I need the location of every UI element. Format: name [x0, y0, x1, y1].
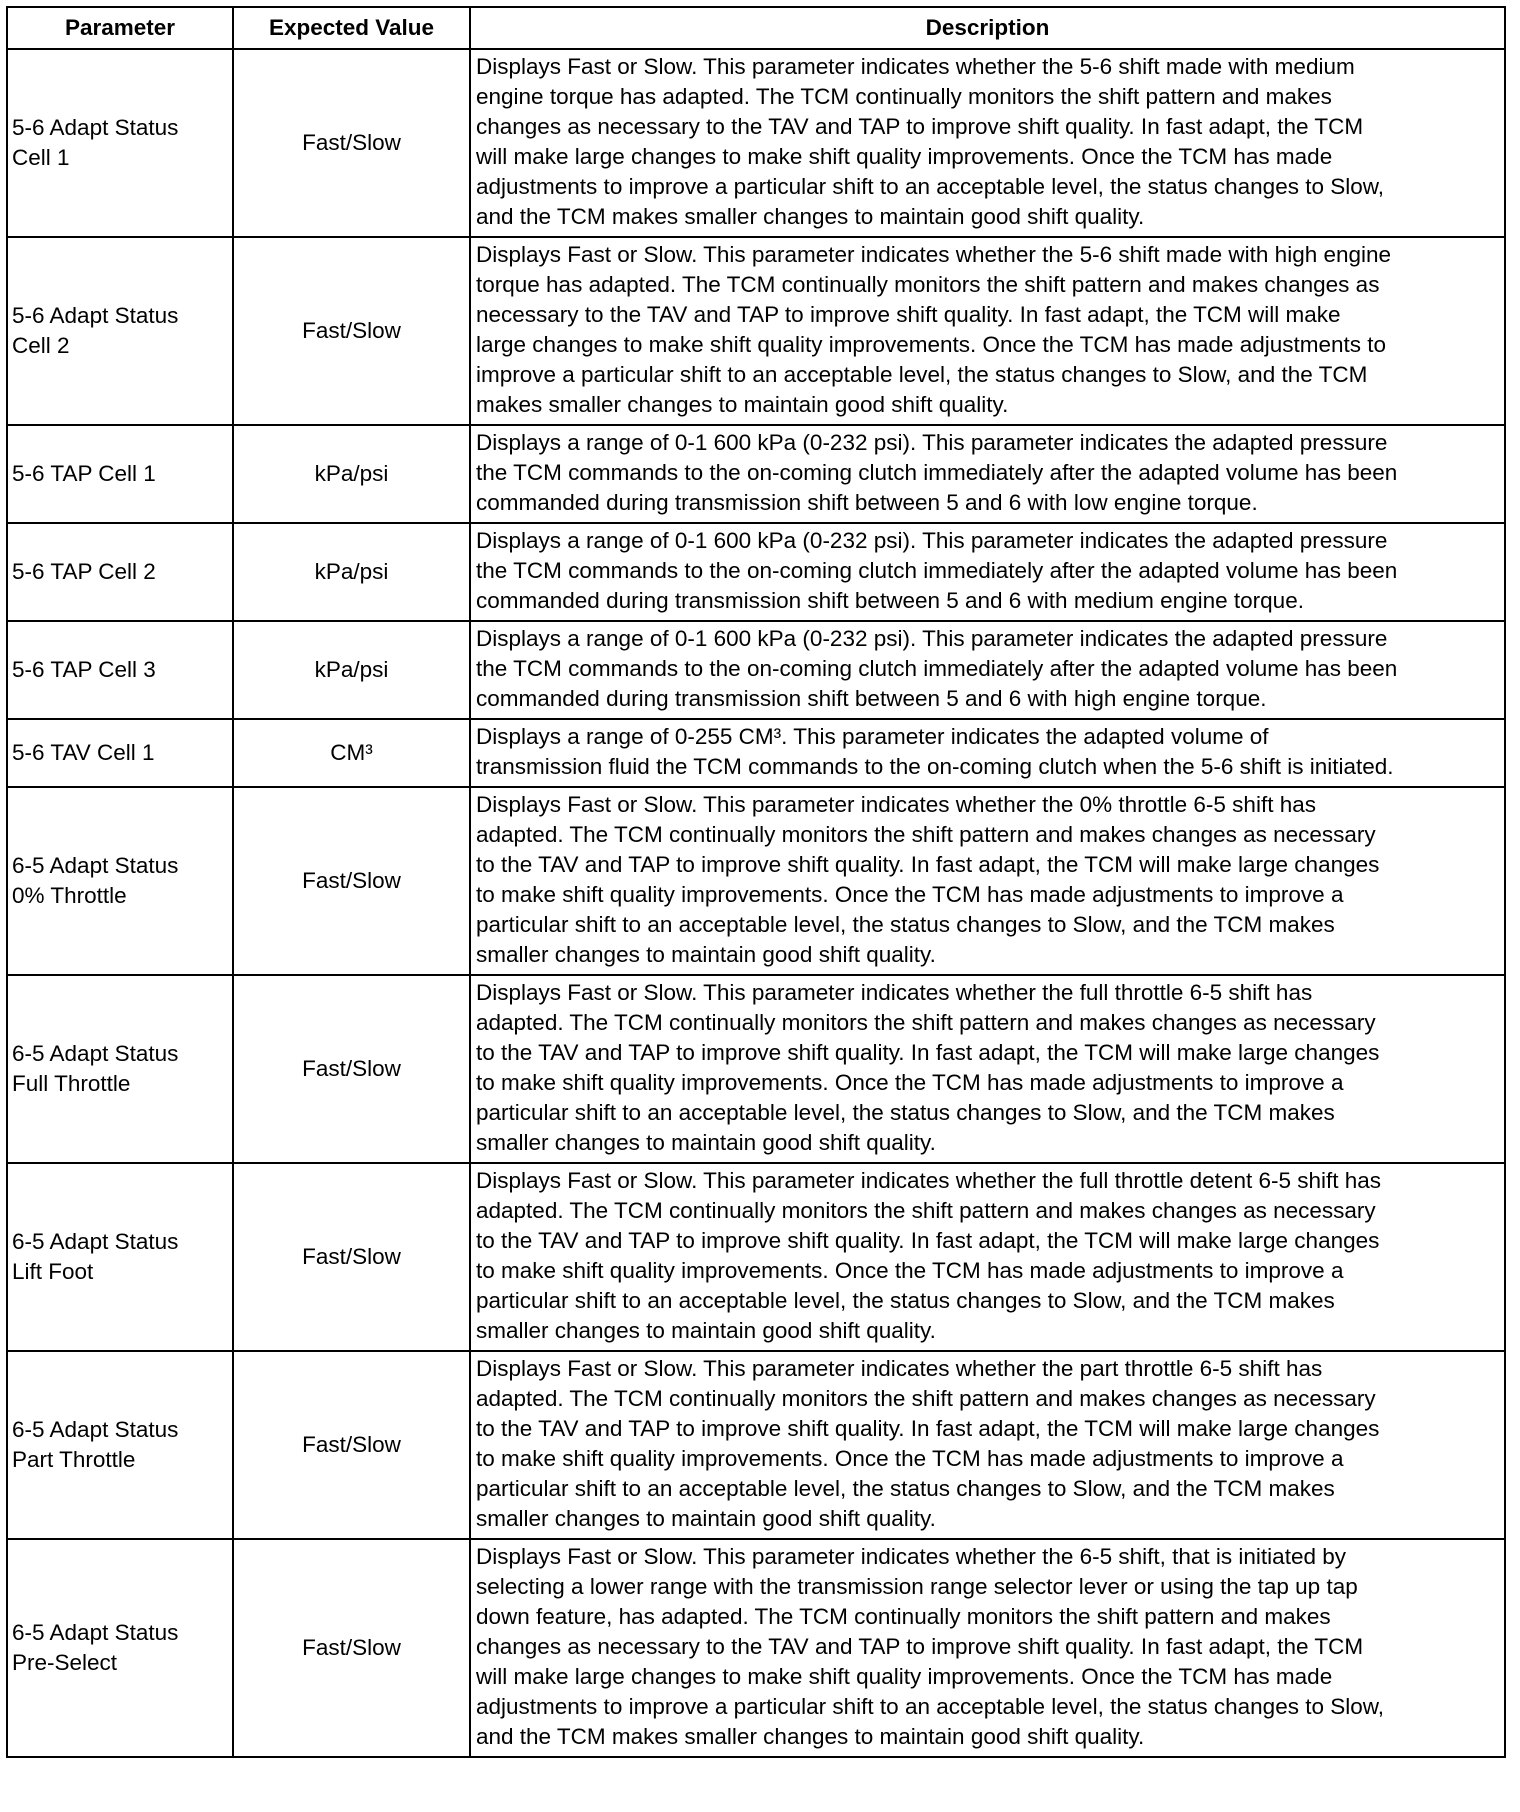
table-row: [7, 425, 1505, 523]
parameter-cell: [7, 49, 233, 237]
description-line: and the TCM makes smaller changes to maintain good shift quality.: [476, 1724, 1145, 1749]
description-line: to make shift quality improvements. Once the TCM has made adjustments to improve a: [476, 1070, 1344, 1095]
expected-value-cell: kPa/psi: [233, 621, 470, 719]
description-cell: [470, 49, 1505, 237]
description-line: particular shift to an acceptable level, the status changes to Slow, and the TCM makes: [476, 912, 1335, 937]
parameter-name-line: 5-6 Adapt Status: [12, 303, 179, 328]
description-line: Displays a range of 0-255 CM³. This parameter indicates the adapted volume of: [476, 724, 1269, 749]
description-cell: [470, 425, 1505, 523]
description-line: the TCM commands to the on-coming clutch immediately after the adapted volume has been: [476, 558, 1398, 583]
parameter-cell: [7, 719, 233, 787]
description-line: particular shift to an acceptable level, the status changes to Slow, and the TCM makes: [476, 1476, 1335, 1501]
description-line: particular shift to an acceptable level, the status changes to Slow, and the TCM makes: [476, 1288, 1335, 1313]
description-cell: [470, 719, 1505, 787]
description-line: torque has adapted. The TCM continually monitors the shift pattern and makes changes as: [476, 272, 1380, 297]
description-line: Displays Fast or Slow. This parameter indicates whether the part throttle 6-5 shift has: [476, 1356, 1323, 1381]
description-line: necessary to the TAV and TAP to improve shift quality. In fast adapt, the TCM will make: [476, 302, 1341, 327]
description-cell: [470, 787, 1505, 975]
expected-value-cell: kPa/psi: [233, 425, 470, 523]
description-line: transmission fluid the TCM commands to the on-coming clutch when the 5-6 shift is initiated.: [476, 754, 1394, 779]
description-line: to make shift quality improvements. Once the TCM has made adjustments to improve a: [476, 882, 1344, 907]
description-cell: [470, 1163, 1505, 1351]
description-line: commanded during transmission shift between 5 and 6 with low engine torque.: [476, 490, 1258, 515]
description-line: Displays Fast or Slow. This parameter indicates whether the full throttle detent 6-5 shift has: [476, 1168, 1382, 1193]
description-line: to the TAV and TAP to improve shift quality. In fast adapt, the TCM will make large changes: [476, 1228, 1380, 1253]
parameter-name-line: 6-5 Adapt Status: [12, 1620, 179, 1645]
parameter-name-line: 6-5 Adapt Status: [12, 853, 179, 878]
parameter-cell: [7, 621, 233, 719]
description-line: smaller changes to maintain good shift quality.: [476, 1130, 936, 1155]
table-row: [7, 1539, 1505, 1757]
description-cell: [470, 975, 1505, 1163]
table-row: [7, 1163, 1505, 1351]
description-cell: [470, 1351, 1505, 1539]
expected-value-cell: Fast/Slow: [233, 787, 470, 975]
parameter-name-line: 6-5 Adapt Status: [12, 1417, 179, 1442]
expected-value-cell: Fast/Slow: [233, 1163, 470, 1351]
description-line: changes as necessary to the TAV and TAP to improve shift quality. In fast adapt, the TCM: [476, 114, 1364, 139]
parameter-name-line: 5-6 TAV Cell 1: [12, 740, 155, 765]
description-line: particular shift to an acceptable level, the status changes to Slow, and the TCM makes: [476, 1100, 1335, 1125]
parameter-name-line: 5-6 TAP Cell 2: [12, 559, 156, 584]
description-line: adapted. The TCM continually monitors the shift pattern and makes changes as necessary: [476, 1010, 1376, 1035]
parameter-name-line: 6-5 Adapt Status: [12, 1229, 179, 1254]
description-line: to the TAV and TAP to improve shift quality. In fast adapt, the TCM will make large changes: [476, 1416, 1380, 1441]
description-line: will make large changes to make shift quality improvements. Once the TCM has made: [476, 144, 1333, 169]
expected-value-cell: CM³: [233, 719, 470, 787]
table-row: [7, 1351, 1505, 1539]
description-line: makes smaller changes to maintain good shift quality.: [476, 392, 1009, 417]
description-line: the TCM commands to the on-coming clutch immediately after the adapted volume has been: [476, 656, 1398, 681]
header-description: Description: [470, 7, 1505, 49]
table-row: [7, 523, 1505, 621]
description-line: commanded during transmission shift between 5 and 6 with medium engine torque.: [476, 588, 1304, 613]
parameter-cell: [7, 1539, 233, 1757]
table-header: [7, 7, 1505, 49]
parameter-name-line: 5-6 TAP Cell 1: [12, 461, 156, 486]
parameter-name-line: Pre-Select: [12, 1650, 118, 1675]
description-line: Displays Fast or Slow. This parameter indicates whether the 6-5 shift, that is initiated by: [476, 1544, 1346, 1569]
parameter-cell: [7, 787, 233, 975]
description-cell: [470, 1539, 1505, 1757]
description-line: large changes to make shift quality improvements. Once the TCM has made adjustments to: [476, 332, 1387, 357]
parameter-table-container: [6, 6, 1504, 1758]
parameter-name-line: 6-5 Adapt Status: [12, 1041, 179, 1066]
table-body: [7, 49, 1505, 1757]
description-line: will make large changes to make shift quality improvements. Once the TCM has made: [476, 1664, 1333, 1689]
description-line: adapted. The TCM continually monitors the shift pattern and makes changes as necessary: [476, 1198, 1376, 1223]
parameter-cell: [7, 237, 233, 425]
description-line: Displays a range of 0-1 600 kPa (0-232 psi). This parameter indicates the adapted pressure: [476, 430, 1388, 455]
description-line: smaller changes to maintain good shift quality.: [476, 1506, 936, 1531]
description-line: Displays Fast or Slow. This parameter indicates whether the 5-6 shift made with medium: [476, 54, 1355, 79]
parameter-name-line: Full Throttle: [12, 1071, 131, 1096]
expected-value-cell: Fast/Slow: [233, 1539, 470, 1757]
expected-value-cell: Fast/Slow: [233, 975, 470, 1163]
description-line: to make shift quality improvements. Once the TCM has made adjustments to improve a: [476, 1446, 1344, 1471]
parameter-cell: [7, 1163, 233, 1351]
table-row: [7, 621, 1505, 719]
parameter-name-line: Cell 2: [12, 333, 70, 358]
description-line: changes as necessary to the TAV and TAP to improve shift quality. In fast adapt, the TCM: [476, 1634, 1364, 1659]
header-expected-value: Expected Value: [233, 7, 470, 49]
table-row: [7, 719, 1505, 787]
description-cell: [470, 621, 1505, 719]
expected-value-cell: Fast/Slow: [233, 237, 470, 425]
description-line: improve a particular shift to an acceptable level, the status changes to Slow, and the TCM: [476, 362, 1368, 387]
parameter-name-line: 5-6 TAP Cell 3: [12, 657, 156, 682]
description-line: adapted. The TCM continually monitors the shift pattern and makes changes as necessary: [476, 822, 1376, 847]
description-line: selecting a lower range with the transmission range selector lever or using the tap up tap: [476, 1574, 1358, 1599]
description-line: commanded during transmission shift between 5 and 6 with high engine torque.: [476, 686, 1267, 711]
description-line: adapted. The TCM continually monitors the shift pattern and makes changes as necessary: [476, 1386, 1376, 1411]
parameter-name-line: Cell 1: [12, 145, 70, 170]
description-line: Displays a range of 0-1 600 kPa (0-232 psi). This parameter indicates the adapted pressure: [476, 528, 1388, 553]
description-line: Displays Fast or Slow. This parameter indicates whether the 0% throttle 6-5 shift has: [476, 792, 1316, 817]
parameter-cell: [7, 1351, 233, 1539]
header-row: [7, 7, 1505, 49]
description-line: down feature, has adapted. The TCM continually monitors the shift pattern and makes: [476, 1604, 1331, 1629]
header-parameter: Parameter: [7, 7, 233, 49]
description-line: and the TCM makes smaller changes to maintain good shift quality.: [476, 204, 1145, 229]
description-line: to the TAV and TAP to improve shift quality. In fast adapt, the TCM will make large changes: [476, 852, 1380, 877]
description-line: engine torque has adapted. The TCM continually monitors the shift pattern and makes: [476, 84, 1332, 109]
description-line: adjustments to improve a particular shift to an acceptable level, the status changes to Slow,: [476, 174, 1384, 199]
table-row: [7, 49, 1505, 237]
parameter-cell: [7, 425, 233, 523]
description-line: smaller changes to maintain good shift quality.: [476, 1318, 936, 1343]
parameter-table: [6, 6, 1506, 1758]
parameter-name-line: 5-6 Adapt Status: [12, 115, 179, 140]
description-line: to the TAV and TAP to improve shift quality. In fast adapt, the TCM will make large changes: [476, 1040, 1380, 1065]
description-line: adjustments to improve a particular shift to an acceptable level, the status changes to Slow,: [476, 1694, 1384, 1719]
description-cell: [470, 237, 1505, 425]
parameter-name-line: Lift Foot: [12, 1259, 94, 1284]
expected-value-cell: Fast/Slow: [233, 49, 470, 237]
parameter-cell: [7, 975, 233, 1163]
parameter-cell: [7, 523, 233, 621]
description-cell: [470, 523, 1505, 621]
expected-value-cell: kPa/psi: [233, 523, 470, 621]
description-line: Displays Fast or Slow. This parameter indicates whether the full throttle 6-5 shift has: [476, 980, 1313, 1005]
description-line: the TCM commands to the on-coming clutch immediately after the adapted volume has been: [476, 460, 1398, 485]
parameter-name-line: 0% Throttle: [12, 883, 127, 908]
description-line: Displays Fast or Slow. This parameter indicates whether the 5-6 shift made with high engine: [476, 242, 1392, 267]
table-row: [7, 975, 1505, 1163]
parameter-name-line: Part Throttle: [12, 1447, 136, 1472]
table-row: [7, 787, 1505, 975]
expected-value-cell: Fast/Slow: [233, 1351, 470, 1539]
description-line: to make shift quality improvements. Once the TCM has made adjustments to improve a: [476, 1258, 1344, 1283]
description-line: smaller changes to maintain good shift quality.: [476, 942, 936, 967]
description-line: Displays a range of 0-1 600 kPa (0-232 psi). This parameter indicates the adapted pressure: [476, 626, 1388, 651]
table-row: [7, 237, 1505, 425]
